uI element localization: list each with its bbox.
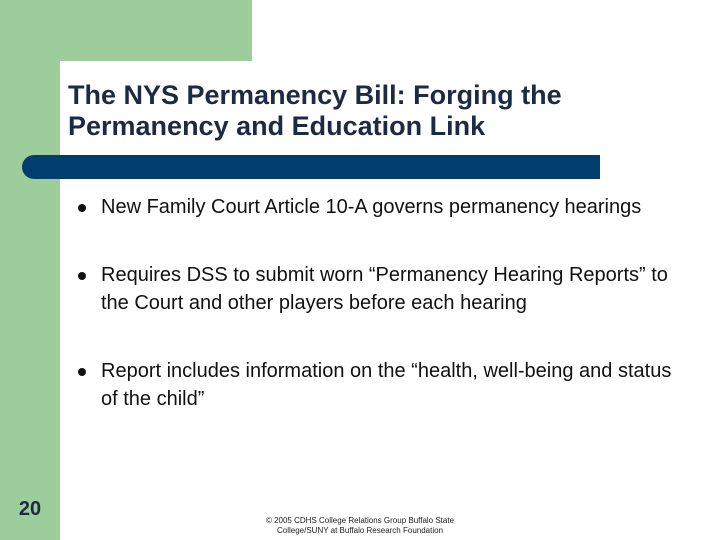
slide-title: The NYS Permanency Bill: Forging the Permanency and Education Link xyxy=(68,80,562,141)
bullet-list xyxy=(78,193,678,414)
bullet-item xyxy=(78,357,678,414)
bullet-dot-icon xyxy=(78,368,86,376)
title-divider-bar xyxy=(22,155,600,179)
footer-line-2: College/SUNY at Buffalo Research Foundation xyxy=(276,526,444,535)
bullet-text: Report includes information on the “health, well-being and status of the child” xyxy=(101,359,672,410)
bullet-text: Requires DSS to submit worn “Permanency Hearing Reports” to the Court and other players before each hearing xyxy=(101,263,668,314)
top-green-block xyxy=(0,0,252,61)
footer-line-1: © 2005 CDHS College Relations Group Buffalo State xyxy=(265,516,455,525)
footer-credit xyxy=(210,516,510,536)
bullet-dot-icon xyxy=(78,272,86,280)
bullet-text: New Family Court Article 10-A governs permanency hearings xyxy=(101,196,642,218)
bullet-item xyxy=(78,261,678,318)
page-number: 20 xyxy=(18,498,42,520)
bullet-dot-icon xyxy=(78,204,86,212)
left-green-bar xyxy=(0,0,60,540)
bullet-item xyxy=(78,193,678,222)
